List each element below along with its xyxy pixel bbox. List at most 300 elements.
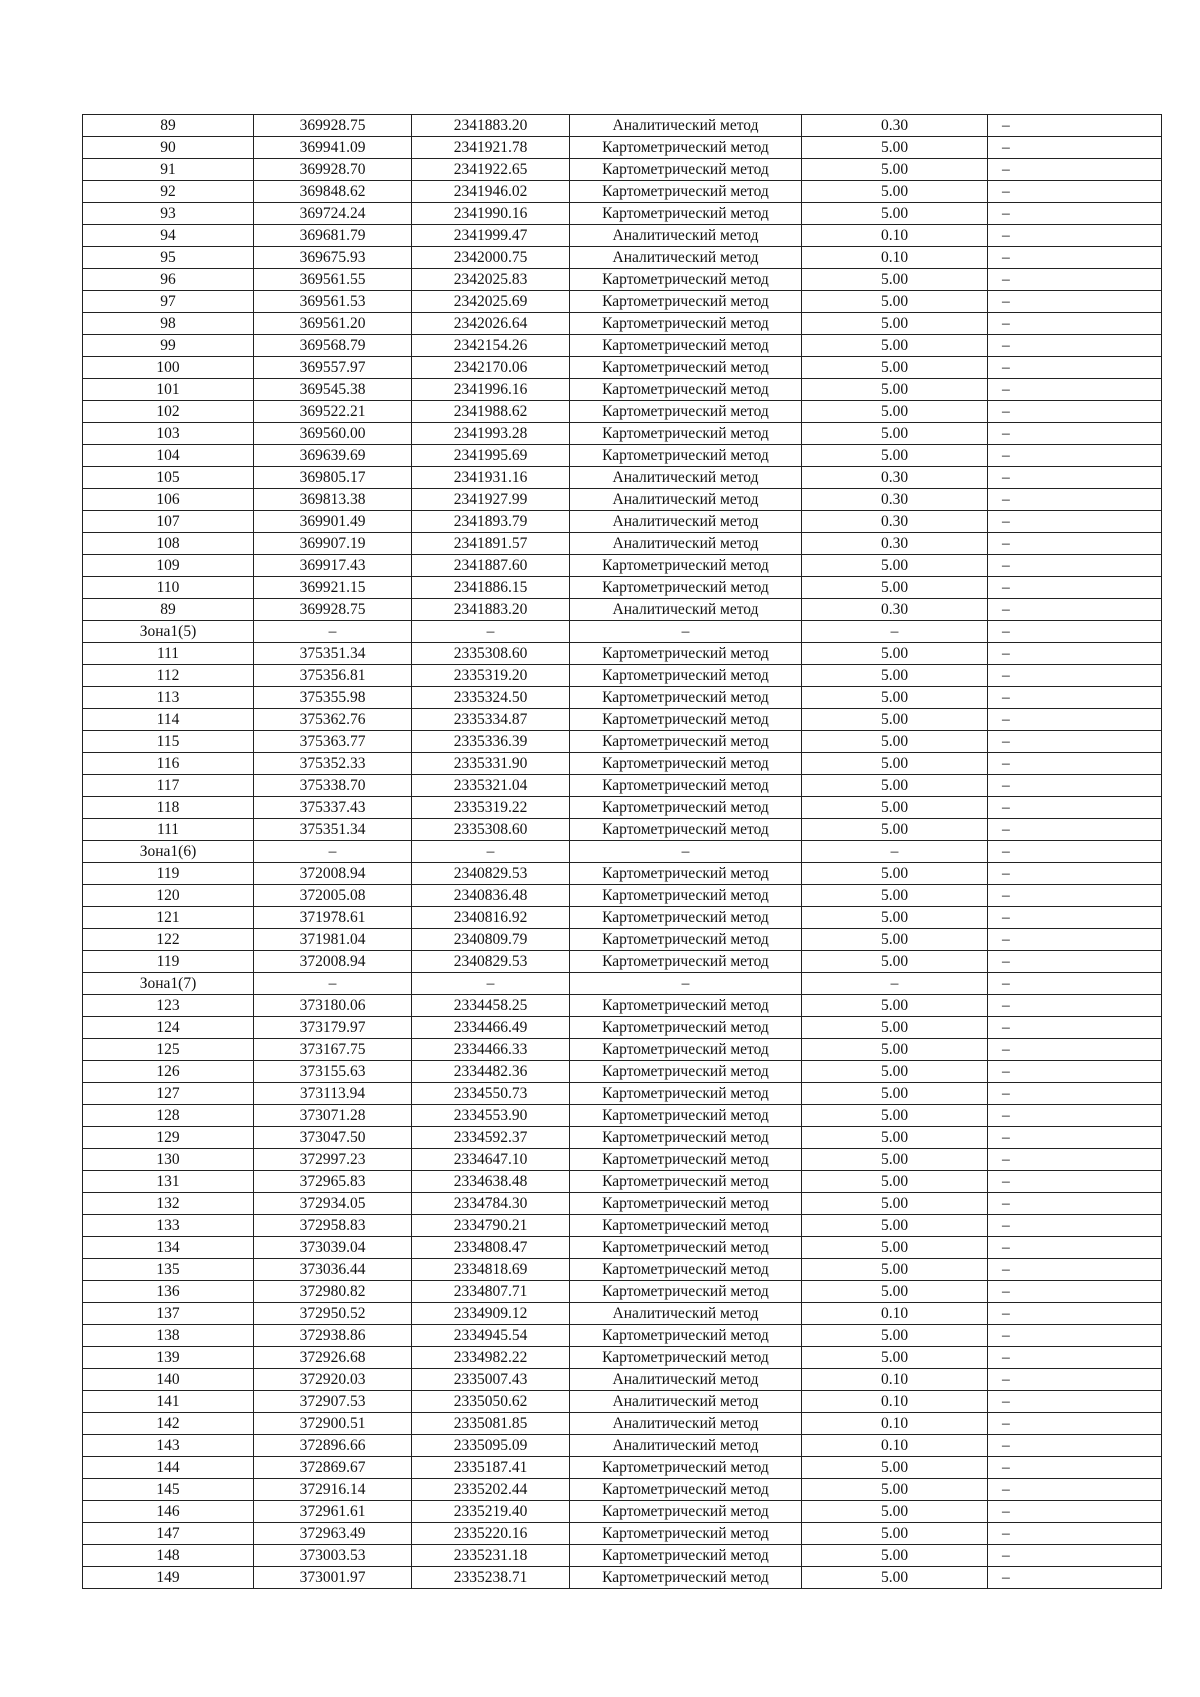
- description-cell: –: [988, 665, 1162, 687]
- accuracy-cell: 0.10: [802, 1369, 988, 1391]
- description-cell: –: [988, 577, 1162, 599]
- x-coordinate-cell: 372958.83: [254, 1215, 412, 1237]
- y-coordinate-cell: 2341990.16: [412, 203, 570, 225]
- accuracy-cell: –: [802, 841, 988, 863]
- point-number-cell: 122: [83, 929, 254, 951]
- point-number-cell: 131: [83, 1171, 254, 1193]
- table-row: [83, 1457, 1162, 1479]
- x-coordinate-cell: 372869.67: [254, 1457, 412, 1479]
- description-cell: –: [988, 1259, 1162, 1281]
- table-row: [83, 1017, 1162, 1039]
- accuracy-cell: 5.00: [802, 1545, 988, 1567]
- method-cell: Аналитический метод: [570, 225, 802, 247]
- y-coordinate-cell: 2335219.40: [412, 1501, 570, 1523]
- accuracy-cell: 5.00: [802, 1523, 988, 1545]
- table-row: [83, 203, 1162, 225]
- method-cell: Картометрический метод: [570, 1347, 802, 1369]
- y-coordinate-cell: –: [412, 621, 570, 643]
- method-cell: Картометрический метод: [570, 1061, 802, 1083]
- table-row: [83, 1237, 1162, 1259]
- point-number-cell: 147: [83, 1523, 254, 1545]
- table-row: [83, 1523, 1162, 1545]
- table-row: [83, 731, 1162, 753]
- point-number-cell: 145: [83, 1479, 254, 1501]
- x-coordinate-cell: 372980.82: [254, 1281, 412, 1303]
- method-cell: Картометрический метод: [570, 1545, 802, 1567]
- x-coordinate-cell: 369561.53: [254, 291, 412, 313]
- point-number-cell: 106: [83, 489, 254, 511]
- y-coordinate-cell: 2340829.53: [412, 863, 570, 885]
- x-coordinate-cell: 371981.04: [254, 929, 412, 951]
- point-number-cell: 140: [83, 1369, 254, 1391]
- y-coordinate-cell: 2341883.20: [412, 115, 570, 137]
- method-cell: Картометрический метод: [570, 1479, 802, 1501]
- description-cell: –: [988, 511, 1162, 533]
- y-coordinate-cell: 2342154.26: [412, 335, 570, 357]
- x-coordinate-cell: 372934.05: [254, 1193, 412, 1215]
- accuracy-cell: 5.00: [802, 797, 988, 819]
- description-cell: –: [988, 533, 1162, 555]
- x-coordinate-cell: 369561.20: [254, 313, 412, 335]
- x-coordinate-cell: 373179.97: [254, 1017, 412, 1039]
- accuracy-cell: 5.00: [802, 1325, 988, 1347]
- table-row: [83, 1039, 1162, 1061]
- x-coordinate-cell: 369917.43: [254, 555, 412, 577]
- accuracy-cell: 5.00: [802, 1259, 988, 1281]
- y-coordinate-cell: –: [412, 841, 570, 863]
- y-coordinate-cell: 2341893.79: [412, 511, 570, 533]
- x-coordinate-cell: 372965.83: [254, 1171, 412, 1193]
- accuracy-cell: 5.00: [802, 687, 988, 709]
- accuracy-cell: 5.00: [802, 423, 988, 445]
- table-row: [83, 1127, 1162, 1149]
- description-cell: –: [988, 1215, 1162, 1237]
- point-number-cell: 124: [83, 1017, 254, 1039]
- point-number-cell: 135: [83, 1259, 254, 1281]
- point-number-cell: 149: [83, 1567, 254, 1589]
- x-coordinate-cell: 375355.98: [254, 687, 412, 709]
- x-coordinate-cell: 375352.33: [254, 753, 412, 775]
- y-coordinate-cell: 2342025.83: [412, 269, 570, 291]
- x-coordinate-cell: 369681.79: [254, 225, 412, 247]
- description-cell: –: [988, 973, 1162, 995]
- x-coordinate-cell: 369724.24: [254, 203, 412, 225]
- y-coordinate-cell: 2340829.53: [412, 951, 570, 973]
- table-row: [83, 511, 1162, 533]
- description-cell: –: [988, 599, 1162, 621]
- description-cell: –: [988, 247, 1162, 269]
- description-cell: –: [988, 1281, 1162, 1303]
- method-cell: Аналитический метод: [570, 1413, 802, 1435]
- table-row: [83, 269, 1162, 291]
- method-cell: Аналитический метод: [570, 489, 802, 511]
- y-coordinate-cell: 2335336.39: [412, 731, 570, 753]
- table-row: [83, 1479, 1162, 1501]
- table-body: [83, 115, 1162, 1589]
- method-cell: Картометрический метод: [570, 401, 802, 423]
- point-number-cell: 119: [83, 951, 254, 973]
- method-cell: Картометрический метод: [570, 995, 802, 1017]
- method-cell: Картометрический метод: [570, 885, 802, 907]
- description-cell: –: [988, 731, 1162, 753]
- table-row: [83, 1501, 1162, 1523]
- description-cell: –: [988, 687, 1162, 709]
- table-row: [83, 1171, 1162, 1193]
- description-cell: –: [988, 1105, 1162, 1127]
- accuracy-cell: 0.10: [802, 1435, 988, 1457]
- description-cell: –: [988, 401, 1162, 423]
- method-cell: Картометрический метод: [570, 445, 802, 467]
- description-cell: –: [988, 951, 1162, 973]
- description-cell: –: [988, 1149, 1162, 1171]
- method-cell: Картометрический метод: [570, 1259, 802, 1281]
- point-number-cell: 104: [83, 445, 254, 467]
- x-coordinate-cell: 375362.76: [254, 709, 412, 731]
- y-coordinate-cell: 2341931.16: [412, 467, 570, 489]
- description-cell: –: [988, 819, 1162, 841]
- description-cell: –: [988, 335, 1162, 357]
- x-coordinate-cell: 372961.61: [254, 1501, 412, 1523]
- method-cell: Картометрический метод: [570, 1237, 802, 1259]
- table-row: [83, 775, 1162, 797]
- table-row: [83, 753, 1162, 775]
- x-coordinate-cell: –: [254, 621, 412, 643]
- table-row: [83, 1105, 1162, 1127]
- method-cell: Аналитический метод: [570, 1369, 802, 1391]
- accuracy-cell: 5.00: [802, 665, 988, 687]
- x-coordinate-cell: 369848.62: [254, 181, 412, 203]
- point-number-cell: 100: [83, 357, 254, 379]
- y-coordinate-cell: 2335308.60: [412, 643, 570, 665]
- x-coordinate-cell: 369545.38: [254, 379, 412, 401]
- y-coordinate-cell: 2335238.71: [412, 1567, 570, 1589]
- accuracy-cell: 5.00: [802, 643, 988, 665]
- x-coordinate-cell: 373071.28: [254, 1105, 412, 1127]
- accuracy-cell: 5.00: [802, 1039, 988, 1061]
- y-coordinate-cell: 2335007.43: [412, 1369, 570, 1391]
- description-cell: –: [988, 753, 1162, 775]
- point-number-cell: 115: [83, 731, 254, 753]
- accuracy-cell: 0.10: [802, 225, 988, 247]
- table-row: [83, 533, 1162, 555]
- x-coordinate-cell: 369813.38: [254, 489, 412, 511]
- accuracy-cell: 5.00: [802, 269, 988, 291]
- x-coordinate-cell: 369675.93: [254, 247, 412, 269]
- accuracy-cell: 5.00: [802, 1061, 988, 1083]
- description-cell: –: [988, 1347, 1162, 1369]
- x-coordinate-cell: 372005.08: [254, 885, 412, 907]
- table-row: [83, 1259, 1162, 1281]
- accuracy-cell: 5.00: [802, 995, 988, 1017]
- accuracy-cell: 5.00: [802, 1347, 988, 1369]
- x-coordinate-cell: 373180.06: [254, 995, 412, 1017]
- x-coordinate-cell: 375337.43: [254, 797, 412, 819]
- table-row: [83, 1303, 1162, 1325]
- point-number-cell: 120: [83, 885, 254, 907]
- table-row: [83, 291, 1162, 313]
- point-number-cell: 132: [83, 1193, 254, 1215]
- point-number-cell: 117: [83, 775, 254, 797]
- y-coordinate-cell: 2335334.87: [412, 709, 570, 731]
- point-number-cell: 89: [83, 115, 254, 137]
- y-coordinate-cell: 2335202.44: [412, 1479, 570, 1501]
- method-cell: Картометрический метод: [570, 1083, 802, 1105]
- description-cell: –: [988, 1501, 1162, 1523]
- description-cell: –: [988, 445, 1162, 467]
- point-number-cell: 103: [83, 423, 254, 445]
- method-cell: Картометрический метод: [570, 1039, 802, 1061]
- point-number-cell: 125: [83, 1039, 254, 1061]
- x-coordinate-cell: 372938.86: [254, 1325, 412, 1347]
- method-cell: Картометрический метод: [570, 643, 802, 665]
- y-coordinate-cell: 2335324.50: [412, 687, 570, 709]
- description-cell: –: [988, 995, 1162, 1017]
- description-cell: –: [988, 797, 1162, 819]
- y-coordinate-cell: 2341883.20: [412, 599, 570, 621]
- method-cell: Аналитический метод: [570, 247, 802, 269]
- table-row: [83, 577, 1162, 599]
- y-coordinate-cell: 2341996.16: [412, 379, 570, 401]
- point-number-cell: 114: [83, 709, 254, 731]
- x-coordinate-cell: 373113.94: [254, 1083, 412, 1105]
- method-cell: Картометрический метод: [570, 1127, 802, 1149]
- accuracy-cell: 5.00: [802, 401, 988, 423]
- x-coordinate-cell: 375351.34: [254, 643, 412, 665]
- point-number-cell: 113: [83, 687, 254, 709]
- description-cell: –: [988, 1303, 1162, 1325]
- point-number-cell: 144: [83, 1457, 254, 1479]
- accuracy-cell: 5.00: [802, 1457, 988, 1479]
- accuracy-cell: 5.00: [802, 1479, 988, 1501]
- table-row: [83, 1281, 1162, 1303]
- method-cell: Картометрический метод: [570, 1105, 802, 1127]
- accuracy-cell: 5.00: [802, 863, 988, 885]
- table-row: [83, 1369, 1162, 1391]
- method-cell: Аналитический метод: [570, 1303, 802, 1325]
- point-number-cell: 134: [83, 1237, 254, 1259]
- method-cell: Картометрический метод: [570, 335, 802, 357]
- x-coordinate-cell: 375351.34: [254, 819, 412, 841]
- y-coordinate-cell: 2335220.16: [412, 1523, 570, 1545]
- description-cell: –: [988, 1017, 1162, 1039]
- accuracy-cell: 5.00: [802, 907, 988, 929]
- x-coordinate-cell: 373167.75: [254, 1039, 412, 1061]
- table-row: [83, 423, 1162, 445]
- point-number-cell: 107: [83, 511, 254, 533]
- point-number-cell: 129: [83, 1127, 254, 1149]
- method-cell: Аналитический метод: [570, 1391, 802, 1413]
- accuracy-cell: 0.10: [802, 1413, 988, 1435]
- description-cell: –: [988, 1061, 1162, 1083]
- method-cell: Картометрический метод: [570, 291, 802, 313]
- description-cell: –: [988, 1479, 1162, 1501]
- y-coordinate-cell: –: [412, 973, 570, 995]
- point-number-cell: 111: [83, 819, 254, 841]
- method-cell: Картометрический метод: [570, 687, 802, 709]
- point-number-cell: 97: [83, 291, 254, 313]
- y-coordinate-cell: 2341988.62: [412, 401, 570, 423]
- accuracy-cell: 5.00: [802, 577, 988, 599]
- point-number-cell: 91: [83, 159, 254, 181]
- point-number-cell: 96: [83, 269, 254, 291]
- description-cell: –: [988, 1237, 1162, 1259]
- table-row: [83, 1193, 1162, 1215]
- accuracy-cell: 5.00: [802, 819, 988, 841]
- point-number-cell: 141: [83, 1391, 254, 1413]
- method-cell: Картометрический метод: [570, 1523, 802, 1545]
- point-number-cell: 108: [83, 533, 254, 555]
- x-coordinate-cell: 372950.52: [254, 1303, 412, 1325]
- method-cell: Аналитический метод: [570, 511, 802, 533]
- y-coordinate-cell: 2335231.18: [412, 1545, 570, 1567]
- table-row: [83, 181, 1162, 203]
- point-number-cell: 133: [83, 1215, 254, 1237]
- accuracy-cell: 5.00: [802, 1017, 988, 1039]
- y-coordinate-cell: 2334550.73: [412, 1083, 570, 1105]
- accuracy-cell: 0.10: [802, 1303, 988, 1325]
- point-number-cell: 99: [83, 335, 254, 357]
- point-number-cell: 118: [83, 797, 254, 819]
- accuracy-cell: 5.00: [802, 291, 988, 313]
- table-row: [83, 313, 1162, 335]
- description-cell: –: [988, 379, 1162, 401]
- x-coordinate-cell: 372900.51: [254, 1413, 412, 1435]
- method-cell: Картометрический метод: [570, 753, 802, 775]
- method-cell: Картометрический метод: [570, 1325, 802, 1347]
- y-coordinate-cell: 2341887.60: [412, 555, 570, 577]
- method-cell: Картометрический метод: [570, 137, 802, 159]
- x-coordinate-cell: 372997.23: [254, 1149, 412, 1171]
- accuracy-cell: 5.00: [802, 335, 988, 357]
- method-cell: Картометрический метод: [570, 907, 802, 929]
- x-coordinate-cell: 369522.21: [254, 401, 412, 423]
- y-coordinate-cell: 2334790.21: [412, 1215, 570, 1237]
- accuracy-cell: 0.30: [802, 511, 988, 533]
- table-row: [83, 621, 1162, 643]
- point-number-cell: 112: [83, 665, 254, 687]
- table-row: [83, 1083, 1162, 1105]
- accuracy-cell: 5.00: [802, 1127, 988, 1149]
- y-coordinate-cell: 2342025.69: [412, 291, 570, 313]
- description-cell: –: [988, 1039, 1162, 1061]
- y-coordinate-cell: 2334982.22: [412, 1347, 570, 1369]
- table-row: [83, 159, 1162, 181]
- y-coordinate-cell: 2334945.54: [412, 1325, 570, 1347]
- table-row: [83, 1391, 1162, 1413]
- accuracy-cell: 5.00: [802, 445, 988, 467]
- method-cell: Картометрический метод: [570, 1567, 802, 1589]
- method-cell: Картометрический метод: [570, 1171, 802, 1193]
- description-cell: –: [988, 1457, 1162, 1479]
- method-cell: Картометрический метод: [570, 555, 802, 577]
- x-coordinate-cell: 372008.94: [254, 863, 412, 885]
- x-coordinate-cell: 373155.63: [254, 1061, 412, 1083]
- accuracy-cell: 0.30: [802, 115, 988, 137]
- y-coordinate-cell: 2334553.90: [412, 1105, 570, 1127]
- x-coordinate-cell: 373001.97: [254, 1567, 412, 1589]
- method-cell: –: [570, 841, 802, 863]
- x-coordinate-cell: 369941.09: [254, 137, 412, 159]
- method-cell: Аналитический метод: [570, 533, 802, 555]
- y-coordinate-cell: 2341946.02: [412, 181, 570, 203]
- method-cell: Картометрический метод: [570, 929, 802, 951]
- accuracy-cell: 5.00: [802, 379, 988, 401]
- description-cell: –: [988, 313, 1162, 335]
- point-number-cell: 90: [83, 137, 254, 159]
- accuracy-cell: 0.10: [802, 1391, 988, 1413]
- point-number-cell: 105: [83, 467, 254, 489]
- accuracy-cell: 5.00: [802, 159, 988, 181]
- y-coordinate-cell: 2334784.30: [412, 1193, 570, 1215]
- table-row: [83, 467, 1162, 489]
- accuracy-cell: 0.10: [802, 247, 988, 269]
- point-number-cell: 148: [83, 1545, 254, 1567]
- y-coordinate-cell: 2335319.22: [412, 797, 570, 819]
- accuracy-cell: 5.00: [802, 137, 988, 159]
- y-coordinate-cell: 2341999.47: [412, 225, 570, 247]
- table-row: [83, 1347, 1162, 1369]
- description-cell: –: [988, 1171, 1162, 1193]
- description-cell: –: [988, 1435, 1162, 1457]
- description-cell: –: [988, 885, 1162, 907]
- description-cell: –: [988, 775, 1162, 797]
- y-coordinate-cell: 2334909.12: [412, 1303, 570, 1325]
- y-coordinate-cell: 2341891.57: [412, 533, 570, 555]
- description-cell: –: [988, 1127, 1162, 1149]
- y-coordinate-cell: 2335321.04: [412, 775, 570, 797]
- method-cell: Картометрический метод: [570, 1215, 802, 1237]
- description-cell: –: [988, 181, 1162, 203]
- point-number-cell: 138: [83, 1325, 254, 1347]
- x-coordinate-cell: 373036.44: [254, 1259, 412, 1281]
- method-cell: Картометрический метод: [570, 731, 802, 753]
- description-cell: –: [988, 1413, 1162, 1435]
- point-number-cell: 89: [83, 599, 254, 621]
- method-cell: Картометрический метод: [570, 775, 802, 797]
- x-coordinate-cell: 369901.49: [254, 511, 412, 533]
- point-number-cell: 127: [83, 1083, 254, 1105]
- method-cell: Картометрический метод: [570, 819, 802, 841]
- y-coordinate-cell: 2334647.10: [412, 1149, 570, 1171]
- y-coordinate-cell: 2340836.48: [412, 885, 570, 907]
- x-coordinate-cell: 372896.66: [254, 1435, 412, 1457]
- table-row: [83, 225, 1162, 247]
- method-cell: Аналитический метод: [570, 115, 802, 137]
- table-row: [83, 885, 1162, 907]
- table-row: [83, 1413, 1162, 1435]
- point-number-cell: 146: [83, 1501, 254, 1523]
- table-row: [83, 819, 1162, 841]
- method-cell: Картометрический метод: [570, 665, 802, 687]
- x-coordinate-cell: –: [254, 841, 412, 863]
- method-cell: Картометрический метод: [570, 1149, 802, 1171]
- table-row: [83, 797, 1162, 819]
- table-row: [83, 445, 1162, 467]
- point-number-cell: 110: [83, 577, 254, 599]
- method-cell: Картометрический метод: [570, 1457, 802, 1479]
- description-cell: –: [988, 643, 1162, 665]
- table-row: [83, 951, 1162, 973]
- y-coordinate-cell: 2334482.36: [412, 1061, 570, 1083]
- y-coordinate-cell: 2334807.71: [412, 1281, 570, 1303]
- method-cell: Картометрический метод: [570, 577, 802, 599]
- description-cell: –: [988, 1369, 1162, 1391]
- method-cell: Картометрический метод: [570, 423, 802, 445]
- x-coordinate-cell: 373003.53: [254, 1545, 412, 1567]
- method-cell: Картометрический метод: [570, 709, 802, 731]
- description-cell: –: [988, 621, 1162, 643]
- description-cell: –: [988, 423, 1162, 445]
